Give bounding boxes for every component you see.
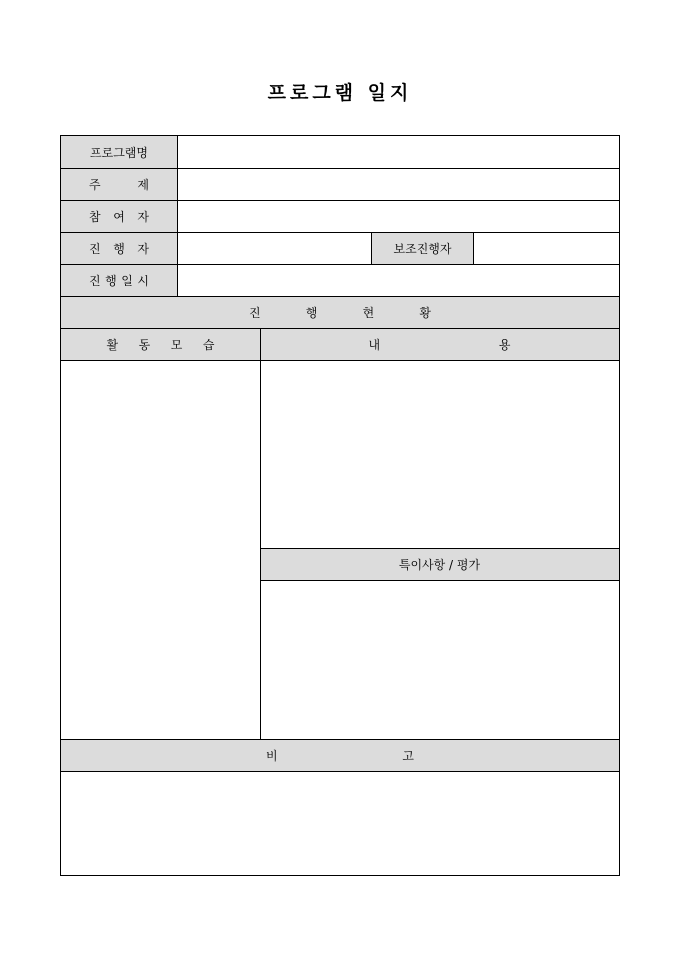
program-name-field[interactable]: [178, 136, 619, 168]
facilitator-label: [61, 232, 177, 264]
participants-label-char: 자: [137, 209, 149, 224]
participants-label-char: 여: [113, 209, 125, 224]
participants-label: [61, 200, 177, 232]
divider: [61, 264, 619, 265]
activity-label-char: 활: [106, 337, 119, 352]
content-label-char: 내: [368, 337, 381, 352]
divider: [61, 360, 619, 361]
evaluation-label-text: 특이사항 / 평가: [398, 557, 481, 572]
progress-label-char: 진: [249, 305, 261, 320]
participants-label-char: 참: [89, 209, 101, 224]
date-label: [61, 264, 177, 296]
remarks-header: [61, 739, 619, 771]
date-label-char: 일: [121, 273, 133, 288]
progress-label-char: 행: [305, 305, 318, 320]
date-label-char: 시: [137, 273, 149, 288]
divider: [177, 136, 178, 296]
divider: [260, 328, 261, 739]
divider: [61, 771, 619, 772]
topic-label-char: 제: [137, 177, 149, 192]
divider: [260, 548, 619, 549]
facilitator-label-char: 진: [89, 241, 101, 256]
remarks-label-char: 비: [266, 748, 278, 763]
divider: [61, 168, 619, 169]
divider: [61, 739, 619, 740]
facilitator-field[interactable]: [178, 232, 371, 264]
remarks-label-char: 고: [402, 748, 414, 763]
evaluation-header: [260, 548, 619, 580]
content-label-char: 용: [498, 337, 511, 352]
date-label-char: 행: [105, 273, 117, 288]
activity-photo-area[interactable]: [61, 361, 260, 739]
progress-status-header: [61, 296, 619, 328]
participants-field[interactable]: [178, 200, 619, 232]
program-name-label: [61, 136, 177, 168]
date-field[interactable]: [178, 264, 619, 296]
assistant-facilitator-label: [372, 232, 473, 264]
program-name-label-text: 프로그램명: [90, 145, 148, 160]
topic-label-char: 주: [89, 177, 101, 192]
program-log-form: [60, 135, 620, 876]
evaluation-area[interactable]: [261, 581, 619, 739]
activity-label-char: 동: [138, 337, 151, 352]
divider: [473, 232, 474, 264]
facilitator-label-char: 행: [113, 241, 125, 256]
date-label-char: 진: [89, 273, 101, 288]
divider: [260, 580, 619, 581]
divider: [61, 200, 619, 201]
progress-label-char: 현: [362, 305, 375, 320]
divider: [61, 232, 619, 233]
activity-header: [61, 328, 260, 360]
topic-label: [61, 168, 177, 200]
divider: [371, 232, 372, 264]
assistant-facilitator-label-text: 보조진행자: [393, 241, 452, 256]
content-area[interactable]: [261, 361, 619, 548]
facilitator-label-char: 자: [137, 241, 149, 256]
page-title: 프로그램 일지: [267, 82, 413, 104]
remarks-area[interactable]: [61, 772, 619, 875]
divider: [61, 328, 619, 329]
activity-label-char: 습: [202, 337, 215, 352]
activity-label-char: 모: [170, 337, 183, 352]
content-header: [260, 328, 619, 360]
progress-label-char: 황: [419, 305, 431, 320]
assistant-facilitator-field[interactable]: [474, 232, 619, 264]
divider: [61, 296, 619, 297]
topic-field[interactable]: [178, 168, 619, 200]
